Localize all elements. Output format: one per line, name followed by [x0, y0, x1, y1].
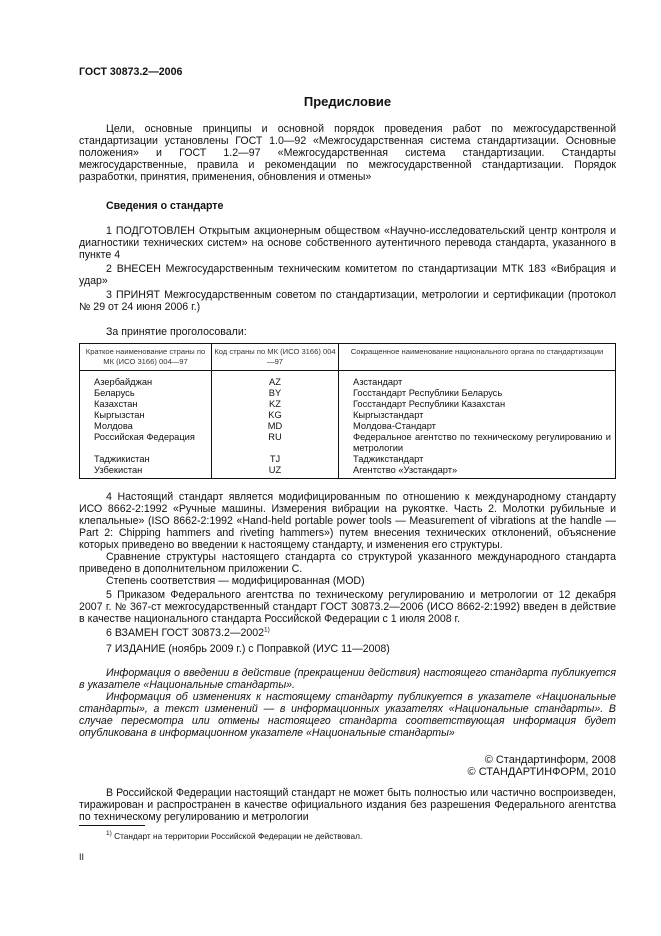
section-title: Сведения о стандарте — [106, 200, 224, 212]
cell-body: Агентство «Узстандарт» — [339, 465, 616, 479]
page-title: Предисловие — [303, 94, 392, 109]
voting-table — [79, 343, 616, 479]
cell-body: Азстандарт — [339, 371, 616, 389]
table-header-code: Код страны по МК (ИСО 3166) 004—97 — [212, 344, 339, 371]
table-row — [80, 371, 616, 389]
cell-country: Молдова — [80, 421, 212, 432]
cell-code: BY — [212, 388, 339, 399]
item-5: 5 Приказом Федерального агентства по техническому регулированию и метрологии от 12 декабря 2007 г. № 367-ст межгосударственный стандарт ГОСТ 30873.2—2006 (ИСО 8662-2:1992) введен в действие в качестве национального стандарта Российской Федерации с 1 июля 2008 г. — [79, 589, 616, 625]
copyright-line-1: © Стандартинформ, 2008 — [484, 754, 616, 766]
cell-country: Беларусь — [80, 388, 212, 399]
cell-code: AZ — [212, 371, 339, 389]
table-row — [80, 421, 616, 432]
cell-country: Азербайджан — [80, 371, 212, 389]
table-header-body: Сокращенное наименование национального органа по стандартизации — [339, 344, 616, 371]
cell-body: Таджикстандарт — [339, 454, 616, 465]
item-6-footnote-ref: 1) — [264, 626, 270, 634]
table-row — [80, 388, 616, 399]
footnote-divider — [79, 825, 145, 826]
cell-country: Узбекистан — [80, 465, 212, 479]
item-4: 4 Настоящий стандарт является модифицированным по отношению к международному стандарту ИСО 8662-2:1992 «Ручные машины. Измерения вибрации на рукоятке. Часть 2. Молотки рубильные и клепальные» (ISO 8662-2:1992 «Hand-held portable power tools — Measurement of vibrations at the handle — Part 2: Chipping hammers and riveting hammers») путем внесения технических отклонений, объяснение которых приведено во введении к настоящему стандарту, и изменения его структуры. — [79, 491, 616, 551]
table-header-country: Краткое наименование страны по МК (ИСО 3166) 004—97 — [80, 344, 212, 371]
item-4-container — [79, 491, 616, 655]
info-paragraph-2: Информация об изменениях к настоящему стандарту публикуется в указателе «Национальные стандарты», а текст изменений — в информационных указателях «Национальные стандарты». В случае пересмотра или отмены настоящего стандарта соответствующая информация будет опубликована в информационном указателе «Национальные стандарты» — [79, 691, 616, 739]
cell-country: Кыргызстан — [80, 410, 212, 421]
cell-body: Кыргызстандарт — [339, 410, 616, 421]
info-paragraph-1: Информация о введении в действие (прекращении действия) настоящего стандарта публикуется в указателе «Национальные стандарты». — [79, 667, 616, 691]
cell-code: TJ — [212, 454, 339, 465]
footnote-mark: 1) — [106, 830, 112, 838]
cell-code: KG — [212, 410, 339, 421]
item-4-conformity: Степень соответствия — модифицированная (MOD) — [106, 575, 365, 587]
cell-code: UZ — [212, 465, 339, 479]
item-4-comparison: Сравнение структуры настоящего стандарта со структурой указанного международного стандарта приведено в дополнительном приложении С. — [79, 551, 616, 575]
cell-country: Казахстан — [80, 399, 212, 410]
item-6: 6 ВЗАМЕН ГОСТ 30873.2—2002 — [106, 627, 265, 639]
intro-paragraph: Цели, основные принципы и основной порядок проведения работ по межгосударственной стандартизации установлены ГОСТ 1.0—92 «Межгосударственная система стандартизации. Основные положения» и ГОСТ 1.2—97 «Межгосударственная система стандартизации. Стандарты межгосударственные, правила и рекомендации по межгосударственной стандартизации. Порядок разработки, принятия, применения, обновления и отмены» — [79, 123, 616, 183]
item-7: 7 ИЗДАНИЕ (ноябрь 2009 г.) с Поправкой (ИУС 11—2008) — [106, 643, 390, 655]
table-row — [80, 410, 616, 421]
item-1: 1 ПОДГОТОВЛЕН Открытым акционерным обществом «Научно-исследовательский центр контроля и диагностики технических систем» на основе собственного аутентичного перевода стандарта, указанного в пункте 4 — [79, 225, 616, 261]
document-header: ГОСТ 30873.2—2006 — [79, 66, 183, 78]
voted-label: За принятие проголосовали: — [106, 326, 247, 338]
cell-country: Российская Федерация — [80, 432, 212, 454]
cell-code: MD — [212, 421, 339, 432]
table-row — [80, 432, 616, 454]
item-6-container — [79, 627, 616, 639]
item-3: 3 ПРИНЯТ Межгосударственным советом по стандартизации, метрологии и сертификации (протокол № 29 от 24 июня 2006 г.) — [79, 289, 616, 313]
reproduction-notice: В Российской Федерации настоящий стандарт не может быть полностью или частично воспроизведен, тиражирован и распространен в качестве официального издания без разрешения Федерального агентства по техническому регулированию и метрологии — [79, 787, 616, 823]
cell-country: Таджикистан — [80, 454, 212, 465]
table-row — [80, 454, 616, 465]
footnote — [106, 830, 362, 842]
cell-body: Федеральное агентство по техническому регулированию и метрологии — [339, 432, 616, 454]
item-2: 2 ВНЕСЕН Межгосударственным техническим комитетом по стандартизации МТК 183 «Вибрация и удар» — [79, 263, 616, 287]
table-row — [80, 399, 616, 410]
cell-body: Молдова-Стандарт — [339, 421, 616, 432]
page-number: II — [79, 852, 85, 862]
table-row — [80, 465, 616, 479]
copyright-block — [79, 754, 616, 778]
cell-body: Госстандарт Республики Беларусь — [339, 388, 616, 399]
info-container — [79, 667, 616, 739]
cell-body: Госстандарт Республики Казахстан — [339, 399, 616, 410]
cell-code: KZ — [212, 399, 339, 410]
footnote-text: Стандарт на территории Российской Федерации не действовал. — [114, 831, 363, 841]
cell-code: RU — [212, 432, 339, 454]
copyright-line-2: © СТАНДАРТИНФОРМ, 2010 — [467, 766, 616, 778]
